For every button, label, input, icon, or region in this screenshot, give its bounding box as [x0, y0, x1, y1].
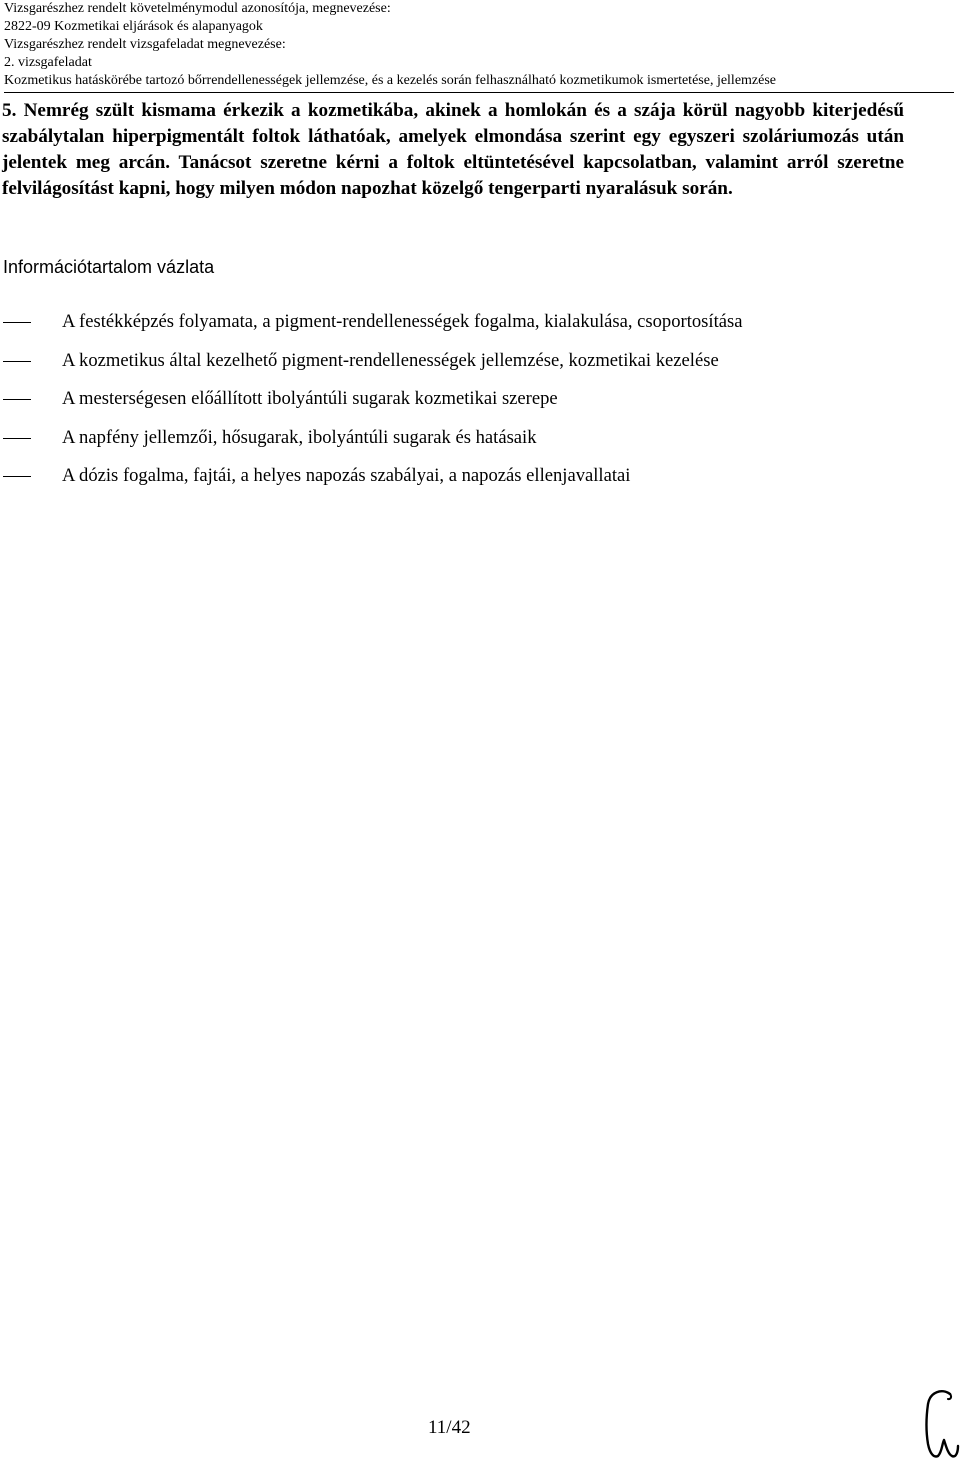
header-line-module-name: 2822-09 Kozmetikai eljárások és alapanyagok — [4, 19, 263, 34]
list-item — [0, 422, 960, 461]
list-item — [0, 345, 960, 384]
header-line-task-number: 2. vizsgafeladat — [4, 55, 92, 70]
info-outline-list — [0, 306, 960, 499]
document-header — [4, 0, 954, 93]
dash-bullet — [3, 476, 31, 477]
handwritten-initial-mark — [916, 1386, 960, 1462]
info-section-title: Információtartalom vázlata — [3, 257, 215, 277]
header-line-task-label: Vizsgarészhez rendelt vizsgafeladat megnevezése: — [4, 37, 286, 52]
list-item — [0, 306, 960, 345]
list-item-text: A festékképzés folyamata, a pigment-rendellenességek fogalma, kialakulása, csoportosítása — [62, 311, 743, 332]
dash-bullet — [3, 322, 31, 323]
list-item-text: A mesterségesen előállított ibolyántúli sugarak kozmetikai szerepe — [62, 388, 558, 409]
header-line-module-label: Vizsgarészhez rendelt követelménymodul azonosítója, megnevezése: — [4, 1, 391, 16]
header-line-task-name: Kozmetikus hatáskörébe tartozó bőrrendellenességek jellemzése, és a kezelés során felhasználható kozmetikumok ismertetése, jellemzése — [4, 73, 777, 88]
list-item — [0, 383, 960, 422]
task-description: 5. Nemrég szült kismama érkezik a kozmetikába, akinek a homlokán és a szája körül nagyobb kiterjedésű szabálytalan hiperpigmentált foltok láthatóak, amelyek elmondása szerint egy egyszeri szoláriumozás után jelentek meg arcán. Tanácsot szeretne kérni a foltok eltüntetésével kapcsolatban, valamint arról szeretne felvilágosítást kapni, hogy milyen módon napozhat közelgő tengerparti nyaralásuk során. — [2, 100, 904, 199]
dash-bullet — [3, 438, 31, 439]
list-item-text: A napfény jellemzői, hősugarak, ibolyántúli sugarak és hatásaik — [62, 426, 537, 448]
list-item-text: A kozmetikus által kezelhető pigment-rendellenességek jellemzése, kozmetikai kezelése — [62, 349, 719, 371]
page-number: 11/42 — [428, 1417, 471, 1438]
dash-bullet — [3, 361, 31, 362]
list-item-text: A dózis fogalma, fajtái, a helyes napozás szabályai, a napozás ellenjavallatai — [62, 465, 631, 486]
dash-bullet — [3, 399, 31, 400]
list-item — [0, 460, 960, 499]
